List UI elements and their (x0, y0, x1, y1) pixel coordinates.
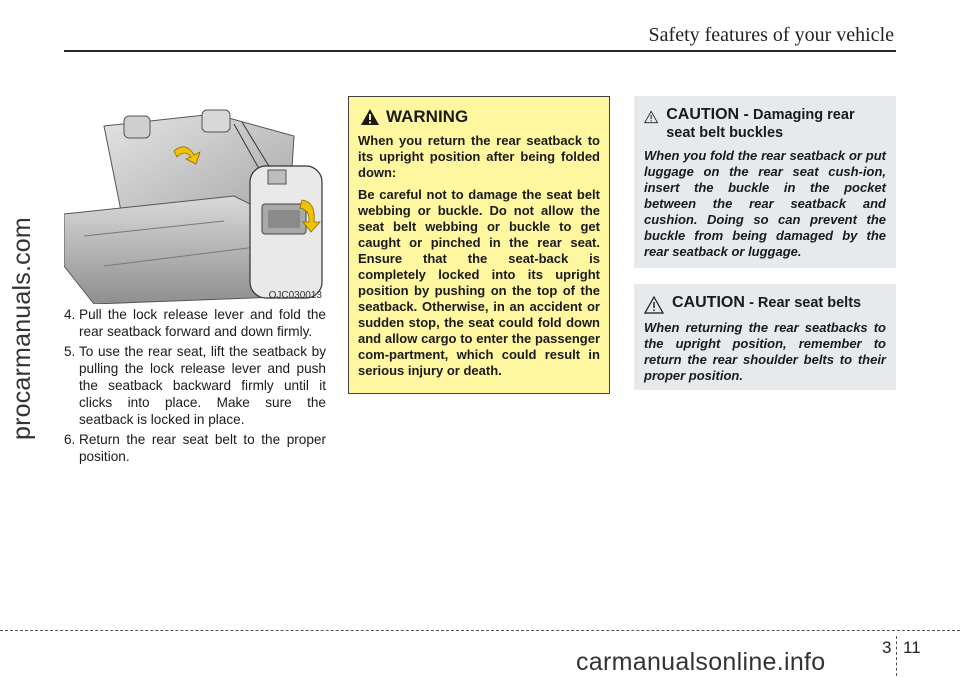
caution-triangle-icon (644, 296, 664, 314)
rear-seat-illustration (64, 96, 326, 304)
caution-word: CAUTION - (666, 106, 749, 123)
list-item (64, 343, 326, 428)
warning-paragraph-2: Be careful not to damage the seat belt webbing or buckle. Do not allow the seat belt webbing or buckle to get caught or pinched in the rear seat. Ensure that the seat-back is completely locked into its upright position by pushing on the top of the seatback. Otherwise, in an accident or sudden stop, the seat could fold down and allow cargo to enter the passenger com-partment, which could result in serious injury or death. (358, 187, 600, 378)
caution-text: When you fold the rear seatback or put luggage on the rear seat cush-ion, insert the buckle in the pocket between the rear seatback and cushion. Doing so can prevent the buckle from being damaged by the rear seatback or luggage. (644, 148, 886, 259)
caution-triangle-icon (644, 108, 658, 126)
step-text: To use the rear seat, lift the seatback by pulling the lock release lever and push the seatback backward firmly until it clicks into place. Make sure the seatback is locked in place. (79, 344, 326, 427)
seat-figure (64, 96, 326, 304)
page-divider (896, 636, 897, 676)
header-rule (64, 50, 896, 52)
chapter-number: 3 (882, 638, 892, 657)
warning-heading (360, 107, 600, 127)
page-header-title: Safety features of your vehicle (648, 24, 894, 46)
caution-subtitle: - Rear seat belts (749, 295, 862, 311)
list-item (64, 431, 326, 465)
caution-box-buckles (634, 96, 896, 268)
page-number: 11 (903, 638, 921, 657)
caution-subtitle: Damaging rear seat belt buckles (666, 107, 855, 141)
warning-paragraph-1: When you return the rear seatback to its upright position after being folded down: (358, 133, 600, 180)
caution-word: CAUTION (672, 294, 745, 311)
bottom-watermark: carmanualsonline.info (576, 648, 826, 676)
warning-triangle-icon (360, 108, 380, 126)
instruction-steps (64, 306, 326, 468)
caution-box-seat-belts (634, 284, 896, 390)
caution-text: When returning the rear seatbacks to the upright position, remember to return the rear shoulder belts to their proper position. (644, 320, 886, 383)
caution-title (666, 106, 886, 142)
caution-title (672, 294, 861, 312)
figure-code: OJC030013 (268, 290, 322, 301)
step-number: 4. (64, 307, 76, 322)
step-number: 5. (64, 344, 76, 359)
footer-dashed-rule (0, 630, 960, 631)
caution-heading (644, 294, 886, 314)
warning-title: WARNING (386, 107, 469, 126)
side-watermark: procarmanuals.com (8, 217, 36, 440)
step-text: Pull the lock release lever and fold the rear seatback forward and down firmly. (79, 307, 326, 339)
step-text: Return the rear seat belt to the proper position. (79, 432, 326, 464)
caution-heading (644, 106, 886, 142)
warning-box (348, 96, 610, 394)
step-number: 6. (64, 432, 76, 447)
list-item (64, 306, 326, 340)
